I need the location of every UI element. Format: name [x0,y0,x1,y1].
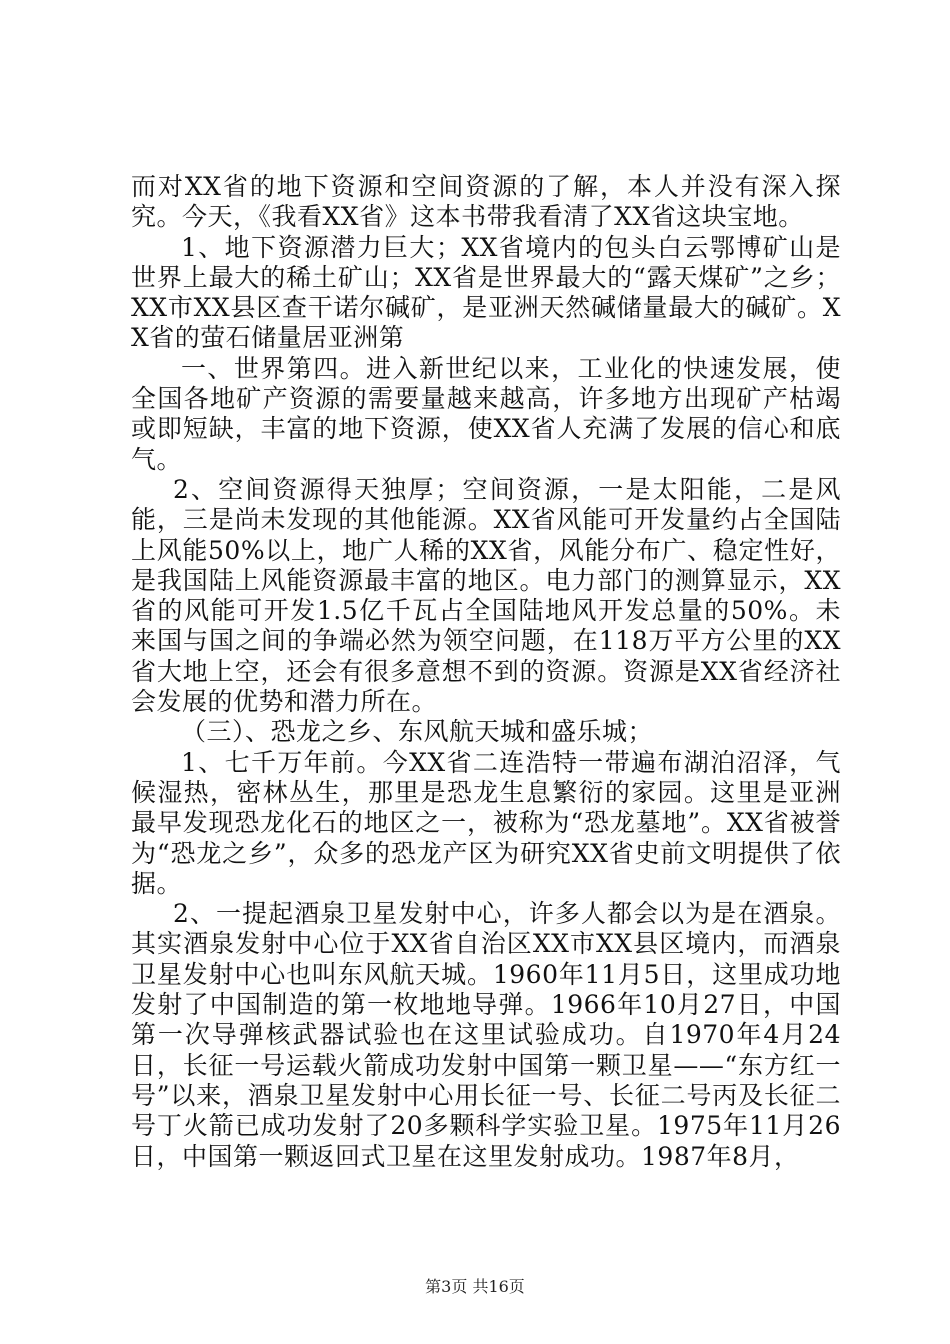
paragraph-7: 2、一提起酒泉卫星发射中心，许多人都会以为是在酒泉。其实酒泉发射中心位于XX省自治区XX市XX县区境内，而酒泉卫星发射中心也叫东风航天城。1960年11月5日，这里成功地发射了中国制造的第一枚地地导弹。1966年10月27日，中国第一次导弹核武器试验也在这里试验成功。自1970年4月24日，长征一号运载火箭成功发射中国第一颗卫星——“东方红一号”以来，酒泉卫星发射中心用长征一号、长征二号丙及长征二号丁火箭已成功发射了20多颗科学实验卫星。1975年11月26日，中国第一颗返回式卫星在这里发射成功。1987年8月， [131,899,841,1171]
paragraph-2: 1、地下资源潜力巨大；XX省境内的包头白云鄂博矿山是世界上最大的稀土矿山；XX省是世界最大的“露天煤矿”之乡；XX市XX县区查干诺尔碱矿，是亚洲天然碱储量最大的碱矿。XX省的萤石储量居亚洲第 [131,232,841,353]
paragraph-5: （三）、恐龙之乡、东风航天城和盛乐城； [181,717,654,747]
paragraph-4: 2、空间资源得天独厚；空间资源，一是太阳能，二是风能，三是尚未发现的其他能源。XX省风能可开发量约占全国陆上风能50%以上，地广人稀的XX省，风能分布广、稳定性好，是我国陆上风能资源最丰富的地区。电力部门的测算显示，XX省的风能可开发1.5亿千瓦占全国陆地风开发总量的50%。未来国与国之间的争端必然为领空问题，在118万平方公里的XX省大地上空，还会有很多意想不到的资源。资源是XX省经济社会发展的优势和潜力所在。 [131,474,841,717]
paragraph-3: 一、世界第四。进入新世纪以来，工业化的快速发展，使全国各地矿产资源的需要量越来越高，许多地方出现矿产枯竭或即短缺，丰富的地下资源，使XX省人充满了发展的信心和底气。 [131,353,841,474]
paragraph-1: 而对XX省的地下资源和空间资源的了解，本人并没有深入探究。今天，《我看XX省》这本书带我看清了XX省这块宝地。 [131,172,841,232]
page-number: 第3页 共16页 [425,1277,525,1296]
paragraph-6: 1、七千万年前。今XX省二连浩特一带遍布湖泊沼泽，气候湿热，密林丛生，那里是恐龙生息繁衍的家园。这里是亚洲最早发现恐龙化石的地区之一，被称为“恐龙墓地”。XX省被誉为“恐龙之乡”，众多的恐龙产区为研究XX省史前文明提供了依据。 [131,747,841,898]
document-body [131,172,841,1172]
page-footer [0,1274,950,1297]
